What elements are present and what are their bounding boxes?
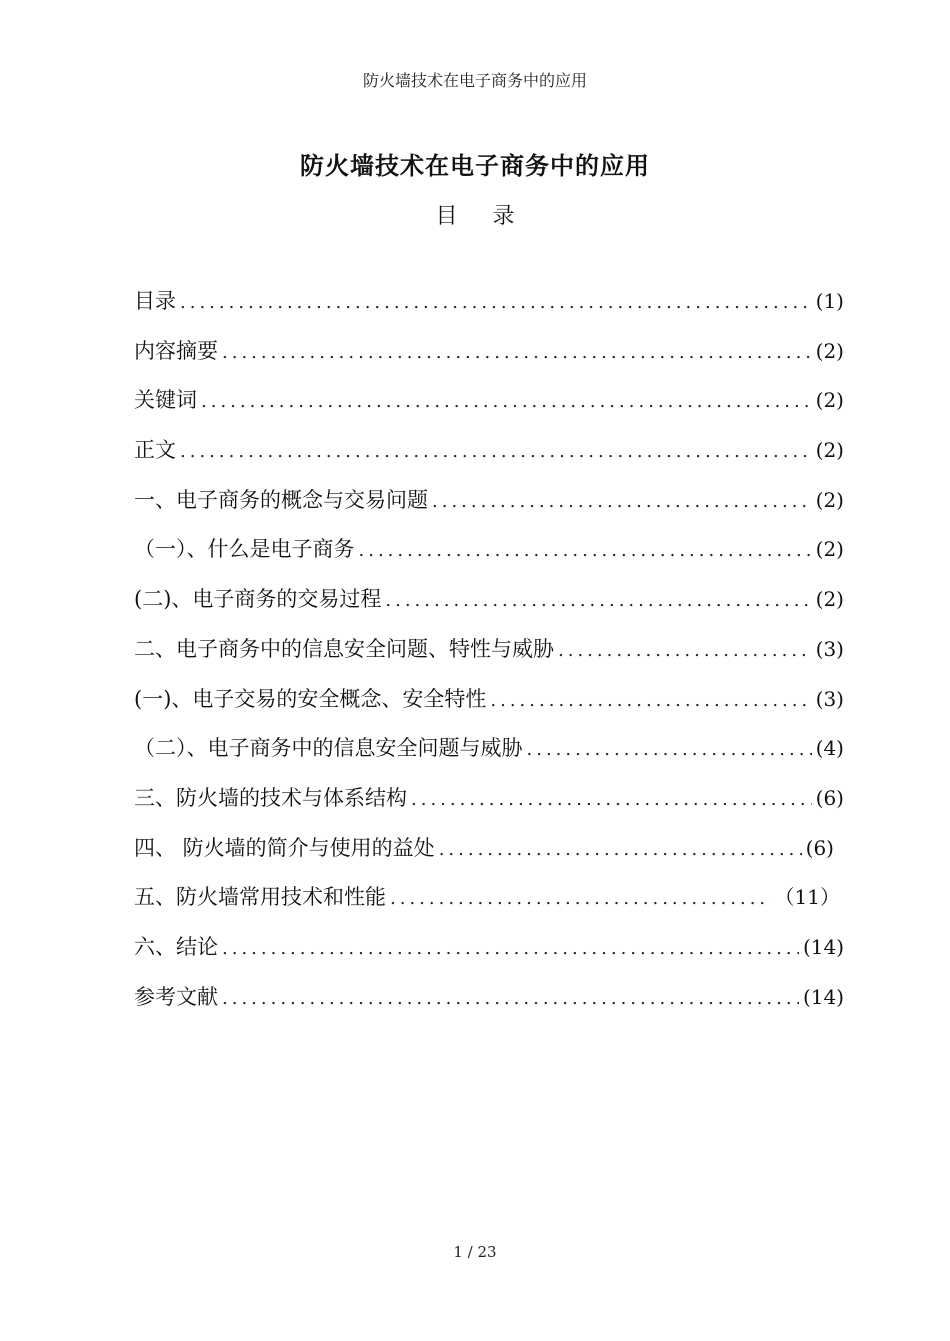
toc-leader-dots bbox=[180, 285, 812, 321]
table-of-contents bbox=[134, 283, 844, 1028]
toc-leader-dots bbox=[411, 782, 812, 818]
toc-heading: 目 录 bbox=[435, 204, 529, 229]
toc-leader-dots bbox=[439, 832, 802, 868]
toc-entry-page: （11） bbox=[774, 885, 840, 910]
toc-entry-label: 四、 防火墙的简介与使用的益处 bbox=[134, 835, 435, 860]
toc-leader-dots bbox=[180, 434, 812, 470]
toc-entry-page: (2) bbox=[815, 338, 844, 363]
toc-entry[interactable] bbox=[134, 333, 844, 383]
toc-entry-page: (3) bbox=[815, 636, 844, 661]
toc-leader-dots bbox=[222, 981, 799, 1017]
toc-entry-label: (二)、电子商务的交易过程 bbox=[134, 587, 382, 612]
toc-entry[interactable] bbox=[134, 283, 844, 333]
toc-entry-label: 一、电子商务的概念与交易问题 bbox=[134, 487, 428, 512]
toc-entry[interactable] bbox=[134, 979, 844, 1029]
toc-entry-page: (6) bbox=[805, 835, 834, 860]
toc-leader-dots bbox=[558, 633, 812, 669]
toc-leader-dots bbox=[201, 384, 812, 420]
toc-entry-label: 正文 bbox=[134, 438, 176, 463]
toc-entry-page: (2) bbox=[815, 537, 844, 562]
page-number-footer: 1 / 23 bbox=[453, 1243, 497, 1261]
toc-entry-label: 参考文献 bbox=[134, 984, 218, 1009]
toc-leader-dots bbox=[222, 931, 799, 967]
toc-entry-page: (2) bbox=[815, 438, 844, 463]
toc-leader-dots bbox=[490, 683, 811, 719]
toc-entry-label: 六、结论 bbox=[134, 934, 218, 959]
toc-entry-label: 内容摘要 bbox=[134, 338, 218, 363]
toc-entry[interactable] bbox=[134, 631, 844, 681]
toc-entry[interactable] bbox=[134, 531, 844, 581]
toc-entry-label: 二、电子商务中的信息安全问题、特性与威胁 bbox=[134, 636, 554, 661]
toc-entry[interactable] bbox=[134, 879, 844, 929]
toc-leader-dots bbox=[385, 583, 811, 619]
running-header: 防火墙技术在电子商务中的应用 bbox=[362, 71, 587, 90]
toc-entry[interactable] bbox=[134, 681, 844, 731]
toc-entry-label: (一)、电子交易的安全概念、安全特性 bbox=[134, 686, 487, 711]
toc-entry[interactable] bbox=[134, 780, 844, 830]
toc-entry[interactable] bbox=[134, 432, 844, 482]
document-title: 防火墙技术在电子商务中的应用 bbox=[300, 152, 650, 180]
toc-leader-dots bbox=[432, 484, 812, 520]
toc-entry-page: (3) bbox=[815, 686, 844, 711]
toc-entry-page: (4) bbox=[815, 736, 844, 761]
toc-entry[interactable] bbox=[134, 830, 844, 880]
toc-leader-dots bbox=[390, 881, 771, 917]
header-rule bbox=[133, 96, 845, 97]
toc-entry-page: (14) bbox=[802, 984, 844, 1009]
toc-leader-dots bbox=[359, 533, 812, 569]
toc-entry[interactable] bbox=[134, 581, 844, 631]
toc-entry[interactable] bbox=[134, 382, 844, 432]
toc-entry-page: (2) bbox=[815, 388, 844, 413]
toc-entry-page: (6) bbox=[815, 785, 844, 810]
toc-entry-label: （一）、什么是电子商务 bbox=[134, 537, 355, 562]
toc-leader-dots bbox=[527, 732, 812, 768]
toc-entry-page: (2) bbox=[815, 487, 844, 512]
toc-entry-page: (1) bbox=[815, 289, 844, 313]
toc-entry-label: （二）、电子商务中的信息安全问题与威胁 bbox=[134, 736, 523, 761]
toc-entry-label: 五、防火墙常用技术和性能 bbox=[134, 885, 386, 910]
toc-entry[interactable] bbox=[134, 929, 844, 979]
toc-entry-page: (14) bbox=[802, 934, 844, 959]
toc-entry-label: 三、防火墙的技术与体系结构 bbox=[134, 785, 407, 810]
toc-leader-dots bbox=[222, 335, 812, 371]
toc-entry[interactable] bbox=[134, 482, 844, 532]
toc-entry-label: 关键词 bbox=[134, 388, 197, 413]
toc-entry[interactable] bbox=[134, 730, 844, 780]
toc-entry-label: 目录 bbox=[134, 289, 176, 313]
toc-entry-page: (2) bbox=[815, 587, 844, 612]
